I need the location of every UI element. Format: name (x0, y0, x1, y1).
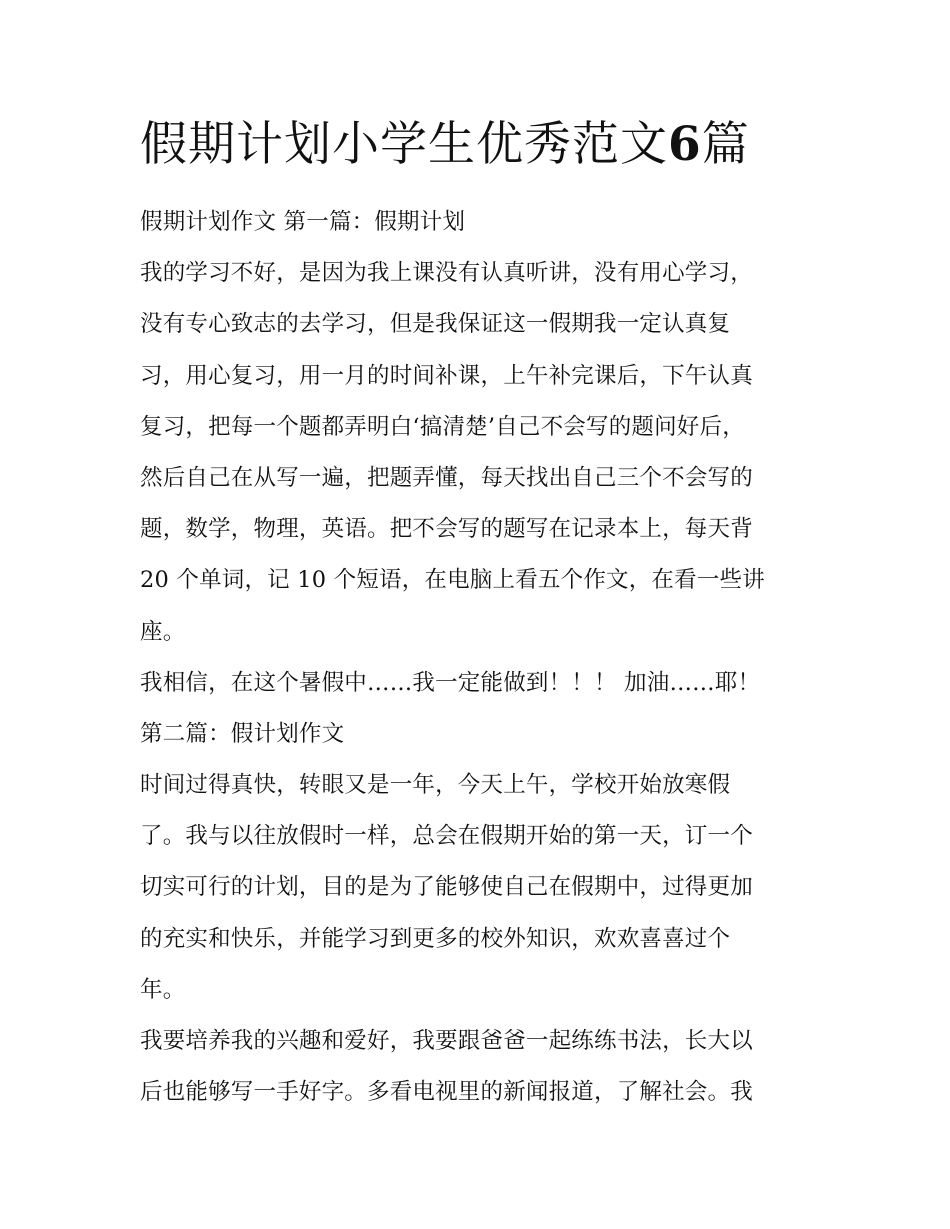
text-line: 我的学习不好，是因为我上课没有认真听讲，没有用心学习， (140, 260, 753, 287)
text-line: 我相信，在这个暑假中……我一定能做到！！！ 加油……耶！ (140, 669, 761, 696)
text-line: 的充实和快乐，并能学习到更多的校外知识，欢欢喜喜过个 (140, 925, 731, 952)
text-line: 年。 (140, 976, 186, 1003)
text-line: 20 个单词，记 10 个短语，在电脑上看五个作文，在看一些讲 (140, 567, 765, 594)
section-heading-2: 第二篇：假计划作文 (140, 720, 345, 747)
text-line: 复习，把每一个题都弄明白‘搞清楚’自己不会写的题问好后， (140, 413, 745, 440)
text-line: 习，用心复习，用一月的时间补课，上午补完课后，下午认真 (140, 362, 753, 389)
title-suffix: 篇 (701, 117, 750, 172)
text-line: 时间过得真快，转眼又是一年，今天上午，学校开始放寒假 (140, 772, 731, 799)
title-main: 假期计划小学生优秀范文 (140, 117, 668, 172)
document-body (140, 197, 820, 1118)
text-line: 题，数学，物理，英语。把不会写的题写在记录本上，每天背 (140, 516, 753, 543)
text-line: 后也能够写一手好字。多看电视里的新闻报道，了解社会。我 (140, 1079, 753, 1106)
text-line: 然后自己在从写一遍，把题弄懂，每天找出自己三个不会写的 (140, 464, 753, 491)
text-line: 没有专心致志的去学习，但是我保证这一假期我一定认真复 (140, 311, 731, 338)
text-line: 切实可行的计划，目的是为了能够使自己在假期中，过得更加 (140, 874, 753, 901)
section-heading-1: 假期计划作文 第一篇：假期计划 (140, 209, 466, 235)
text-line: 了。我与以往放假时一样，总会在假期开始的第一天，订一个 (140, 823, 753, 850)
text-line: 我要培养我的兴趣和爱好，我要跟爸爸一起练练书法，长大以 (140, 1028, 753, 1054)
text-line: 座。 (140, 618, 186, 645)
title-number: 6 (668, 117, 702, 172)
page-title (140, 112, 840, 178)
